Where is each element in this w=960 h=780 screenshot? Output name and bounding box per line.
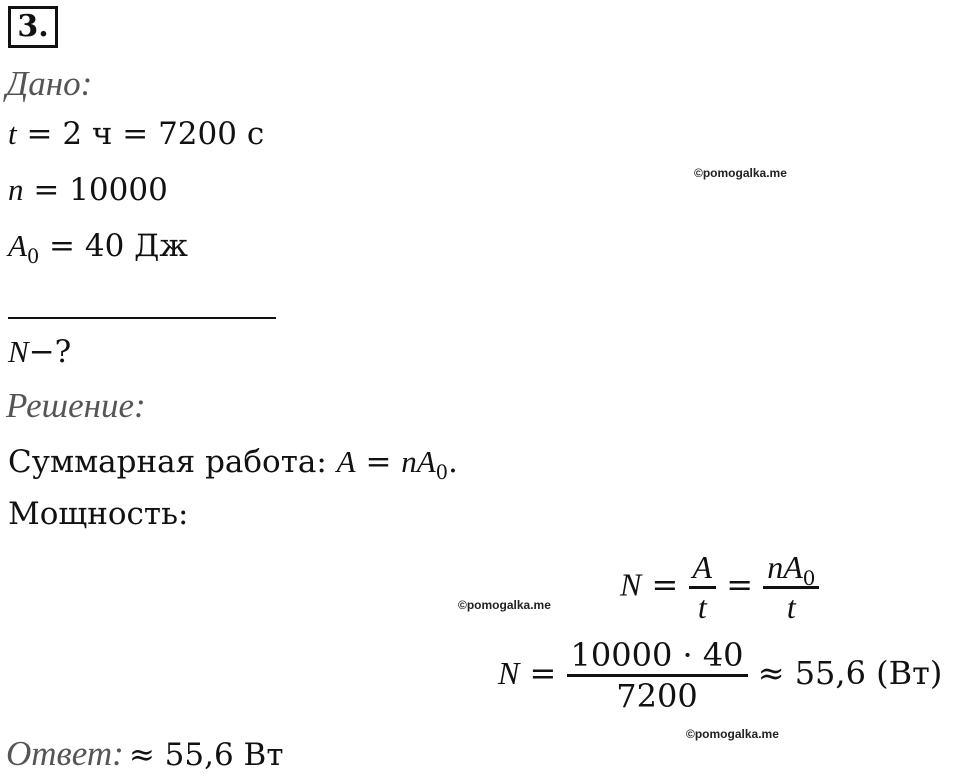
answer-label: Ответ: bbox=[6, 734, 124, 773]
formula2-lhs: N bbox=[498, 655, 520, 691]
given-count-line bbox=[8, 172, 168, 208]
work-subscript: 0 bbox=[26, 244, 40, 268]
total-work-n: n bbox=[401, 444, 417, 479]
total-work-eq: = bbox=[355, 444, 402, 480]
fraction-denominator: t bbox=[697, 588, 707, 625]
given-label: Дано: bbox=[6, 64, 93, 103]
time-value: = 2 ч = 7200 с bbox=[26, 116, 265, 152]
count-value: = 10000 bbox=[33, 172, 168, 208]
given-time-line bbox=[8, 116, 264, 152]
watermark: ©pomogalka.me bbox=[686, 727, 779, 741]
work-symbol: A bbox=[8, 228, 27, 263]
fraction-a-over-t bbox=[689, 549, 717, 626]
problem-number: 3. bbox=[8, 6, 58, 48]
power-formula bbox=[620, 548, 819, 626]
numerator-A: A bbox=[783, 549, 803, 585]
numerator-sub: 0 bbox=[802, 566, 816, 590]
answer-value: ≈ 55,6 Вт bbox=[128, 737, 284, 773]
total-work-end: . bbox=[447, 444, 458, 480]
total-work-sub: 0 bbox=[435, 460, 448, 484]
work-value: = 40 Дж bbox=[49, 228, 188, 264]
fraction-denominator: 7200 bbox=[616, 677, 698, 715]
total-work-lhs: A bbox=[336, 444, 356, 479]
total-work-A: A bbox=[416, 444, 436, 479]
formula2-result: ≈ 55,6 (Вт) bbox=[757, 654, 943, 692]
watermark: ©pomogalka.me bbox=[458, 598, 551, 612]
formula2-eq: = bbox=[529, 654, 557, 692]
fraction-denominator: t bbox=[786, 589, 796, 625]
power-label: Мощность: bbox=[8, 496, 189, 532]
total-work-text: Суммарная работа: bbox=[8, 444, 337, 480]
given-divider bbox=[8, 317, 276, 319]
find-symbol: N bbox=[8, 334, 29, 369]
fraction-numerator: A bbox=[689, 549, 717, 589]
formula1-lhs: N bbox=[620, 566, 642, 603]
power-calculation bbox=[498, 636, 942, 715]
formula1-eq2: = bbox=[726, 565, 754, 604]
count-symbol: n bbox=[8, 172, 24, 207]
total-work-line bbox=[8, 444, 458, 484]
fraction-na0-over-t bbox=[763, 548, 819, 626]
answer-line bbox=[6, 734, 283, 774]
fraction-numerator bbox=[763, 548, 819, 589]
fraction-calculation bbox=[567, 636, 748, 715]
formula1-eq1: = bbox=[651, 565, 679, 604]
solution-label: Решение: bbox=[6, 386, 146, 425]
find-text: −? bbox=[28, 334, 72, 370]
fraction-numerator: 10000 · 40 bbox=[567, 636, 748, 677]
watermark: ©pomogalka.me bbox=[694, 166, 787, 180]
find-line bbox=[8, 334, 71, 370]
time-symbol: t bbox=[8, 116, 17, 151]
numerator-n: n bbox=[767, 549, 784, 585]
given-work-line bbox=[8, 228, 188, 268]
